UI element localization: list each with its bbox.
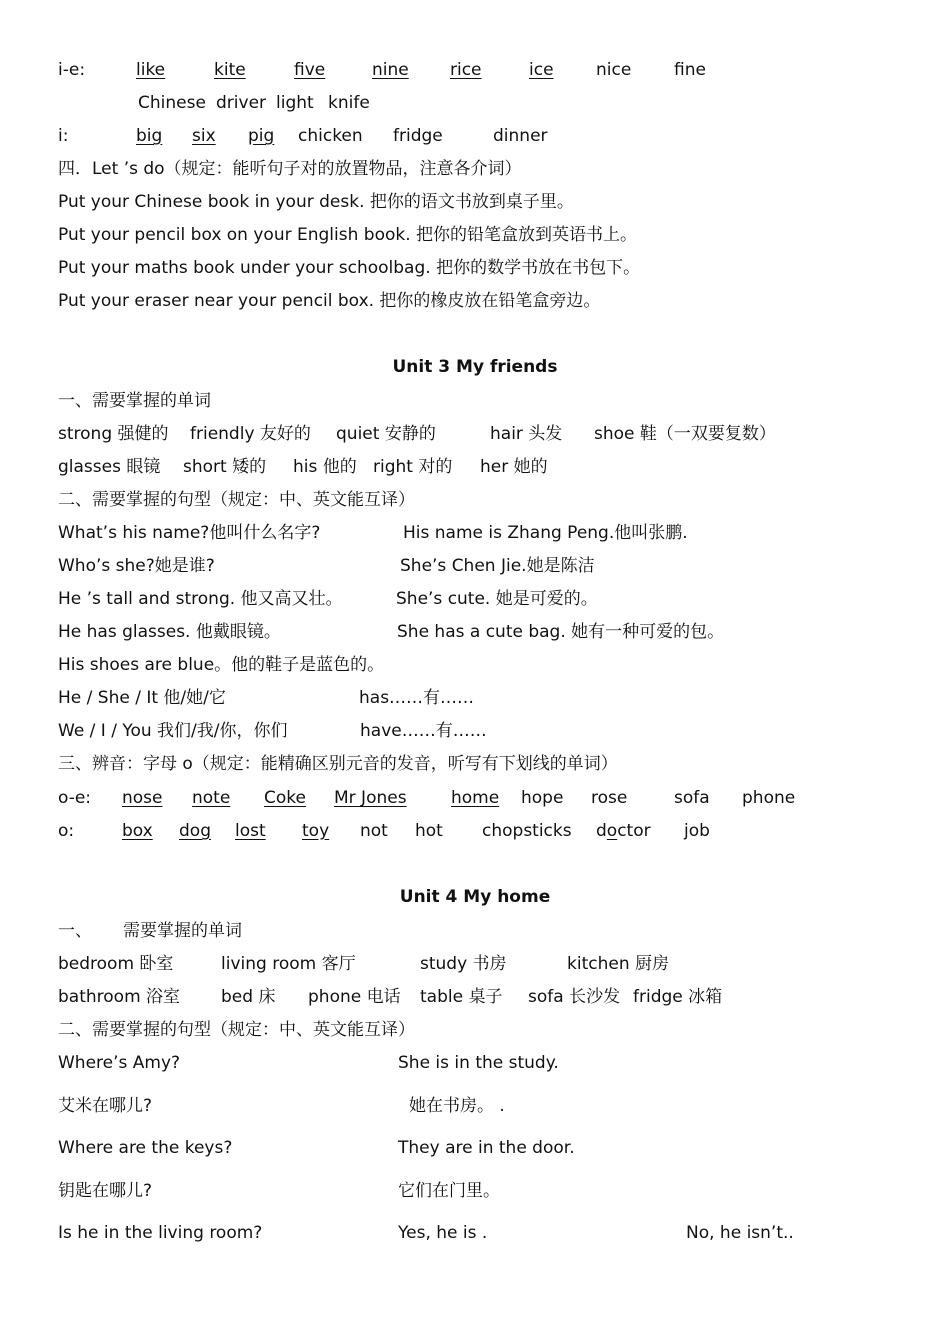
sentence-line: Put your Chinese book in your desk. 把你的语文书放到桌子里。: [58, 192, 574, 212]
sentence-line: Put your pencil box on your English book. 把你的铅笔盒放到英语书上。: [58, 225, 638, 245]
section-heading-number: 一、: [58, 921, 92, 941]
sentence-left: Where’s Amy?: [58, 1053, 181, 1073]
vocab-item: sofa 长沙发: [528, 987, 621, 1007]
unit-title: Unit 3 My friends: [392, 357, 558, 377]
phonics-word: driver: [216, 93, 267, 113]
vocab-item: kitchen 厨房: [567, 954, 669, 974]
vocab-item: bathroom 浴室: [58, 987, 181, 1007]
phonics-word: job: [684, 821, 710, 841]
phonics-word-doctor: [596, 821, 651, 841]
phonics-label-ie: i-e:: [58, 60, 86, 80]
section-heading: 二、需要掌握的句型（规定：中、英文能互译）: [58, 490, 415, 510]
vocab-item: short 矮的: [183, 457, 267, 477]
phonics-word: hot: [415, 821, 443, 841]
phonics-word: chicken: [298, 126, 363, 146]
section-heading: 需要掌握的单词: [123, 921, 242, 941]
section-heading: 一、需要掌握的单词: [58, 391, 211, 411]
phonics-word: chopsticks: [482, 821, 572, 841]
doctor-part: ctor: [617, 821, 651, 841]
vocab-item: study 书房: [420, 954, 507, 974]
phonics-word: nine: [372, 60, 409, 80]
phonics-word: like: [136, 60, 166, 80]
sentence-line: Put your maths book under your schoolbag. 把你的数学书放在书包下。: [58, 258, 641, 278]
section-heading: 三、辨音：字母 o（规定：能精确区别元音的发音，听写有下划线的单词）: [58, 754, 618, 774]
doctor-underlined-part: o: [606, 821, 618, 841]
vocab-item: living room 客厅: [221, 954, 356, 974]
sentence-left: He / She / It 他/她/它: [58, 688, 226, 708]
sentence-right: She’s Chen Jie.她是陈洁: [400, 556, 595, 576]
phonics-word: Chinese: [138, 93, 206, 113]
vocab-item: friendly 友好的: [190, 424, 311, 444]
sentence-left: Where are the keys?: [58, 1138, 233, 1158]
sentence-left: He ’s tall and strong. 他又高又壮。: [58, 589, 343, 609]
vocab-item: quiet 安静的: [336, 424, 436, 444]
vocab-item: strong 强健的: [58, 424, 169, 444]
vocab-item: hair 头发: [490, 424, 563, 444]
phonics-word: dog: [179, 821, 211, 841]
sentence-left: What’s his name?他叫什么名字?: [58, 523, 321, 543]
phonics-label-i: i:: [58, 126, 69, 146]
phonics-label-o: o:: [58, 821, 75, 841]
sentence-right: She’s cute. 她是可爱的。: [396, 589, 598, 609]
sentence-left: 钥匙在哪儿?: [58, 1181, 153, 1201]
sentence-right: Yes, he is .: [398, 1223, 488, 1243]
sentence-line: Put your eraser near your pencil box. 把你的橡皮放在铅笔盒旁边。: [58, 291, 601, 311]
phonics-word: ice: [529, 60, 554, 80]
phonics-word: five: [294, 60, 326, 80]
vocab-item: glasses 眼镜: [58, 457, 161, 477]
phonics-word: light: [276, 93, 314, 113]
phonics-word: Coke: [264, 788, 306, 808]
phonics-word: fridge: [393, 126, 443, 146]
sentence-right: 她在书房。 .: [409, 1096, 505, 1116]
sentence-left: We / I / You 我们/我/你，你们: [58, 721, 288, 741]
vocab-item: bedroom 卧室: [58, 954, 174, 974]
phonics-word: rice: [450, 60, 482, 80]
phonics-word: kite: [214, 60, 246, 80]
phonics-word: hope: [521, 788, 564, 808]
vocab-item: bed 床: [221, 987, 276, 1007]
sentence-right: She has a cute bag. 她有一种可爱的包。: [397, 622, 725, 642]
unit-title: Unit 4 My home: [399, 887, 551, 907]
phonics-word: dinner: [493, 126, 548, 146]
section-heading: 二、需要掌握的句型（规定：中、英文能互译）: [58, 1020, 415, 1040]
vocab-item: phone 电话: [308, 987, 401, 1007]
phonics-word: phone: [742, 788, 796, 808]
sentence-right: She is in the study.: [398, 1053, 559, 1073]
sentence-right: have……有……: [360, 721, 487, 741]
phonics-word: box: [122, 821, 153, 841]
sentence-left: Who’s she?她是谁?: [58, 556, 215, 576]
phonics-word: sofa: [674, 788, 710, 808]
sentence-right: has……有……: [359, 688, 475, 708]
phonics-word: toy: [302, 821, 330, 841]
vocab-item: right 对的: [373, 457, 453, 477]
phonics-word: big: [136, 126, 163, 146]
sentence-left: 艾米在哪儿?: [58, 1096, 153, 1116]
doctor-part: d: [596, 821, 607, 841]
vocab-item: her 她的: [480, 457, 548, 477]
phonics-word: fine: [674, 60, 706, 80]
vocab-item: his 他的: [293, 457, 357, 477]
section-heading: 四．Let ’s do（规定：能听句子对的放置物品，注意各介词）: [58, 159, 522, 179]
phonics-word: knife: [328, 93, 370, 113]
sentence-left: His shoes are blue。他的鞋子是蓝色的。: [58, 655, 385, 675]
sentence-right: 它们在门里。: [398, 1181, 500, 1201]
phonics-word: note: [192, 788, 231, 808]
phonics-word: lost: [235, 821, 266, 841]
sentence-extra: No, he isn’t..: [686, 1223, 794, 1243]
phonics-word: six: [192, 126, 216, 146]
sentence-left: He has glasses. 他戴眼镜。: [58, 622, 281, 642]
phonics-word: pig: [248, 126, 275, 146]
sentence-right: They are in the door.: [398, 1138, 575, 1158]
phonics-word: nice: [596, 60, 632, 80]
phonics-label-oe: o-e:: [58, 788, 92, 808]
phonics-word: rose: [591, 788, 628, 808]
phonics-word: Mr Jones: [334, 788, 407, 808]
vocab-item: fridge 冰箱: [633, 987, 723, 1007]
vocab-item: table 桌子: [420, 987, 503, 1007]
sentence-right: His name is Zhang Peng.他叫张鹏.: [403, 523, 688, 543]
phonics-word: not: [360, 821, 388, 841]
vocab-item: shoe 鞋（一双要复数）: [594, 424, 776, 444]
phonics-word: nose: [122, 788, 163, 808]
sentence-left: Is he in the living room?: [58, 1223, 263, 1243]
phonics-word: home: [451, 788, 500, 808]
